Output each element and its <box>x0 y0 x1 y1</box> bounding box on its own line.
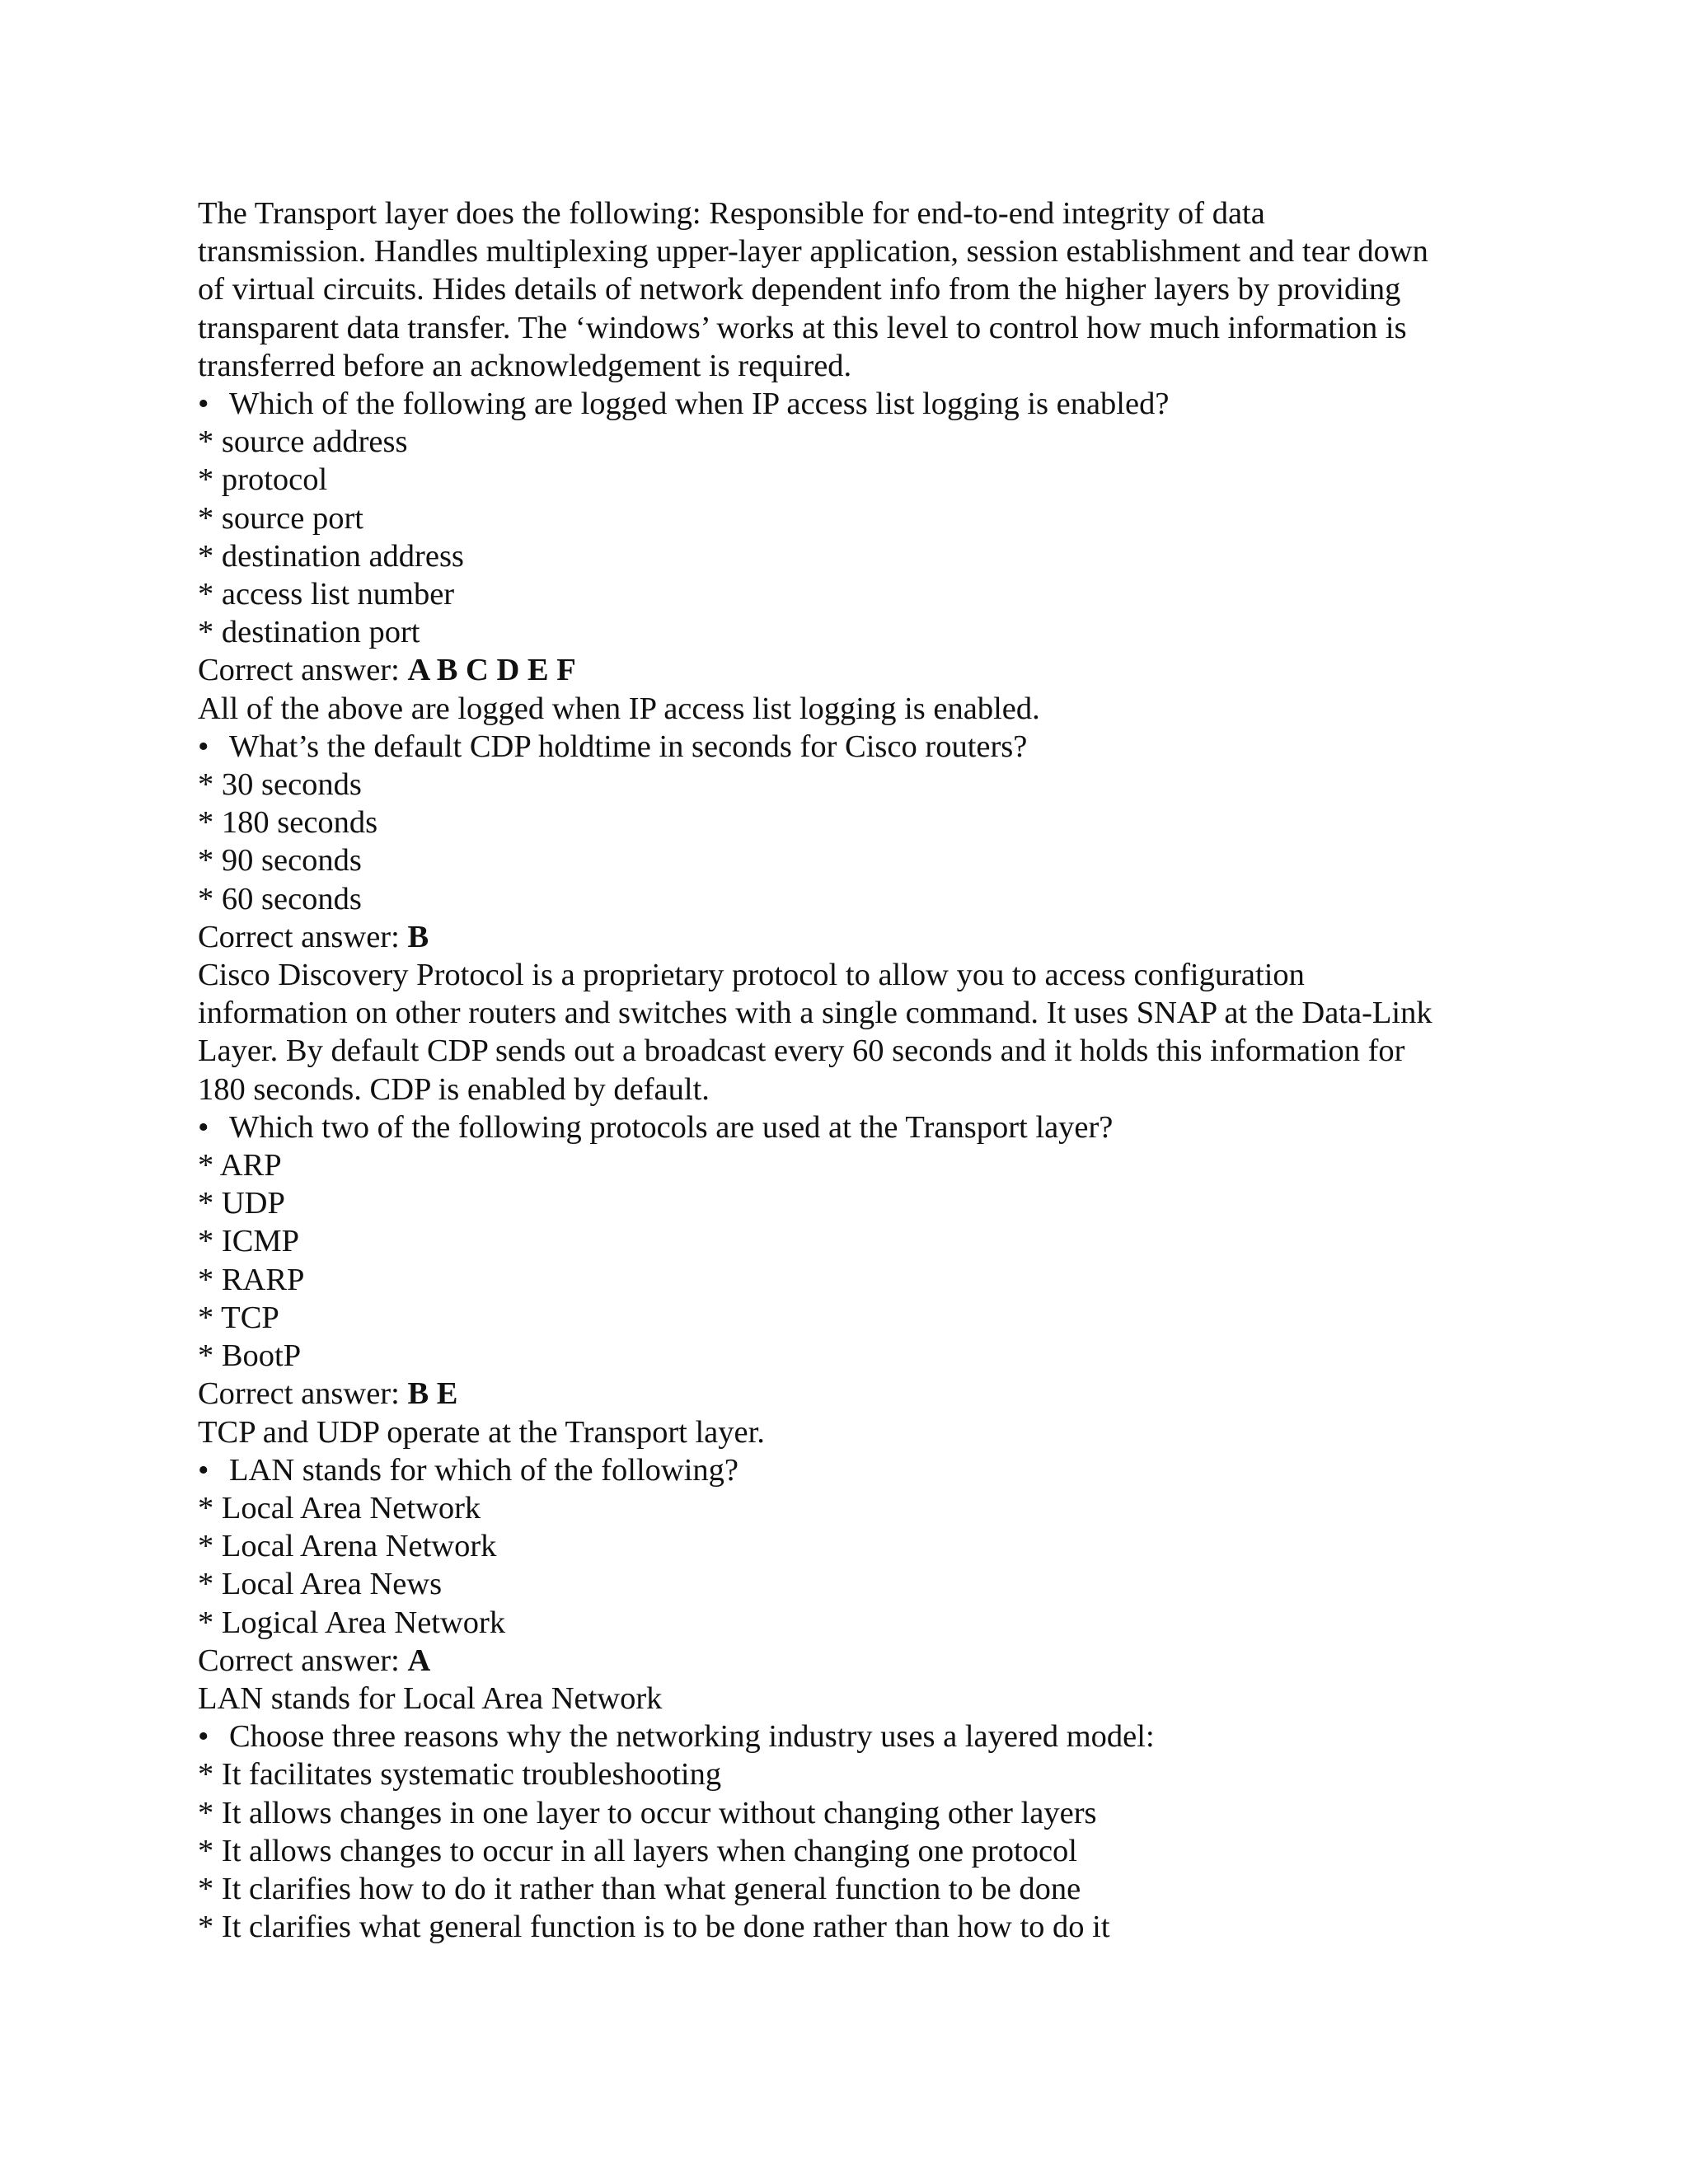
question-block <box>198 1718 1517 1946</box>
correct-answer <box>198 1375 1517 1413</box>
bullet-icon <box>198 1451 229 1489</box>
answer-option: * TCP <box>198 1300 279 1335</box>
explanation-line: 180 seconds. CDP is enabled by default. <box>198 1071 710 1107</box>
answer-option: * ARP <box>198 1148 282 1183</box>
question-text <box>198 385 1517 423</box>
explanation-line: TCP and UDP operate at the Transport layer. <box>198 1414 765 1450</box>
bullet-icon <box>198 728 229 766</box>
bullet-icon <box>198 1108 229 1146</box>
intro-line: transferred before an acknowledgement is required. <box>198 348 852 383</box>
question-label: What’s the default CDP holdtime in seconds for Cisco routers? <box>229 729 1028 764</box>
answer-option: * protocol <box>198 462 328 498</box>
bullet-icon <box>198 385 229 423</box>
answer-option: * ICMP <box>198 1224 300 1259</box>
explanation-line: Cisco Discovery Protocol is a proprietary protocol to allow you to access configuration <box>198 958 1305 993</box>
answer-option: * 60 seconds <box>198 881 362 916</box>
answer-option: * Local Area Network <box>198 1490 481 1526</box>
answer-option: * RARP <box>198 1262 305 1297</box>
answer-option: * It allows changes in one layer to occur without changing other layers <box>198 1795 1097 1830</box>
intro-paragraph <box>198 194 1517 385</box>
explanation-line: information on other routers and switches with a single command. It uses SNAP at the Data-Link <box>198 996 1432 1031</box>
answer-option: * Logical Area Network <box>198 1605 506 1640</box>
question-text <box>198 728 1517 766</box>
correct-answer <box>198 651 1517 689</box>
correct-answer-label: Correct answer: <box>198 1376 408 1412</box>
question-label: Which two of the following protocols are used at the Transport layer? <box>229 1109 1114 1145</box>
answer-option: * destination address <box>198 538 464 574</box>
answer-option: * 90 seconds <box>198 843 362 879</box>
bullet-icon <box>198 1718 229 1755</box>
correct-answer-label: Correct answer: <box>198 919 408 954</box>
question-label: Which of the following are logged when IP access list logging is enabled? <box>229 387 1170 422</box>
correct-answer-value: B E <box>407 1376 458 1412</box>
correct-answer-label: Correct answer: <box>198 653 408 688</box>
question-block <box>198 1108 1517 1451</box>
question-text <box>198 1718 1517 1755</box>
explanation-line: LAN stands for Local Area Network <box>198 1680 663 1716</box>
question-text <box>198 1108 1517 1146</box>
explanation-line: Layer. By default CDP sends out a broadcast every 60 seconds and it holds this information for <box>198 1033 1405 1069</box>
answer-option: * Local Area News <box>198 1567 443 1602</box>
answer-option: * UDP <box>198 1186 285 1221</box>
correct-answer <box>198 1642 1517 1680</box>
intro-line: The Transport layer does the following: Responsible for end-to-end integrity of data <box>198 196 1265 231</box>
answer-option: * access list number <box>198 577 455 612</box>
correct-answer-label: Correct answer: <box>198 1643 408 1678</box>
answer-option: * It facilitates systematic troubleshooting <box>198 1757 722 1793</box>
answer-option: * 180 seconds <box>198 805 378 841</box>
explanation-line: All of the above are logged when IP access list logging is enabled. <box>198 691 1040 726</box>
question-block <box>198 1451 1517 1718</box>
question-text <box>198 1451 1517 1489</box>
answer-option: * 30 seconds <box>198 767 362 803</box>
correct-answer-value: A B C D E F <box>407 653 576 688</box>
intro-line: transmission. Handles multiplexing upper-layer application, session establishment and tear down <box>198 234 1428 269</box>
answer-option: * source port <box>198 500 363 536</box>
correct-answer <box>198 918 1517 956</box>
answer-option: * It allows changes to occur in all layers when changing one protocol <box>198 1833 1077 1868</box>
question-block <box>198 728 1517 1108</box>
intro-line: transparent data transfer. The ‘windows’ works at this level to control how much information is <box>198 310 1407 345</box>
correct-answer-value: B <box>407 919 429 954</box>
intro-line: of virtual circuits. Hides details of network dependent info from the higher layers by providing <box>198 272 1401 307</box>
answer-option: * Local Arena Network <box>198 1529 497 1564</box>
question-block <box>198 385 1517 728</box>
question-label: LAN stands for which of the following? <box>229 1452 739 1488</box>
correct-answer-value: A <box>407 1643 431 1678</box>
question-label: Choose three reasons why the networking industry uses a layered model: <box>229 1719 1155 1755</box>
answer-option: * BootP <box>198 1338 302 1374</box>
document-page <box>198 194 1517 1946</box>
answer-option: * destination port <box>198 615 420 650</box>
answer-option: * It clarifies what general function is to be done rather than how to do it <box>198 1910 1110 1945</box>
answer-option: * It clarifies how to do it rather than what general function to be done <box>198 1871 1081 1906</box>
answer-option: * source address <box>198 424 408 460</box>
